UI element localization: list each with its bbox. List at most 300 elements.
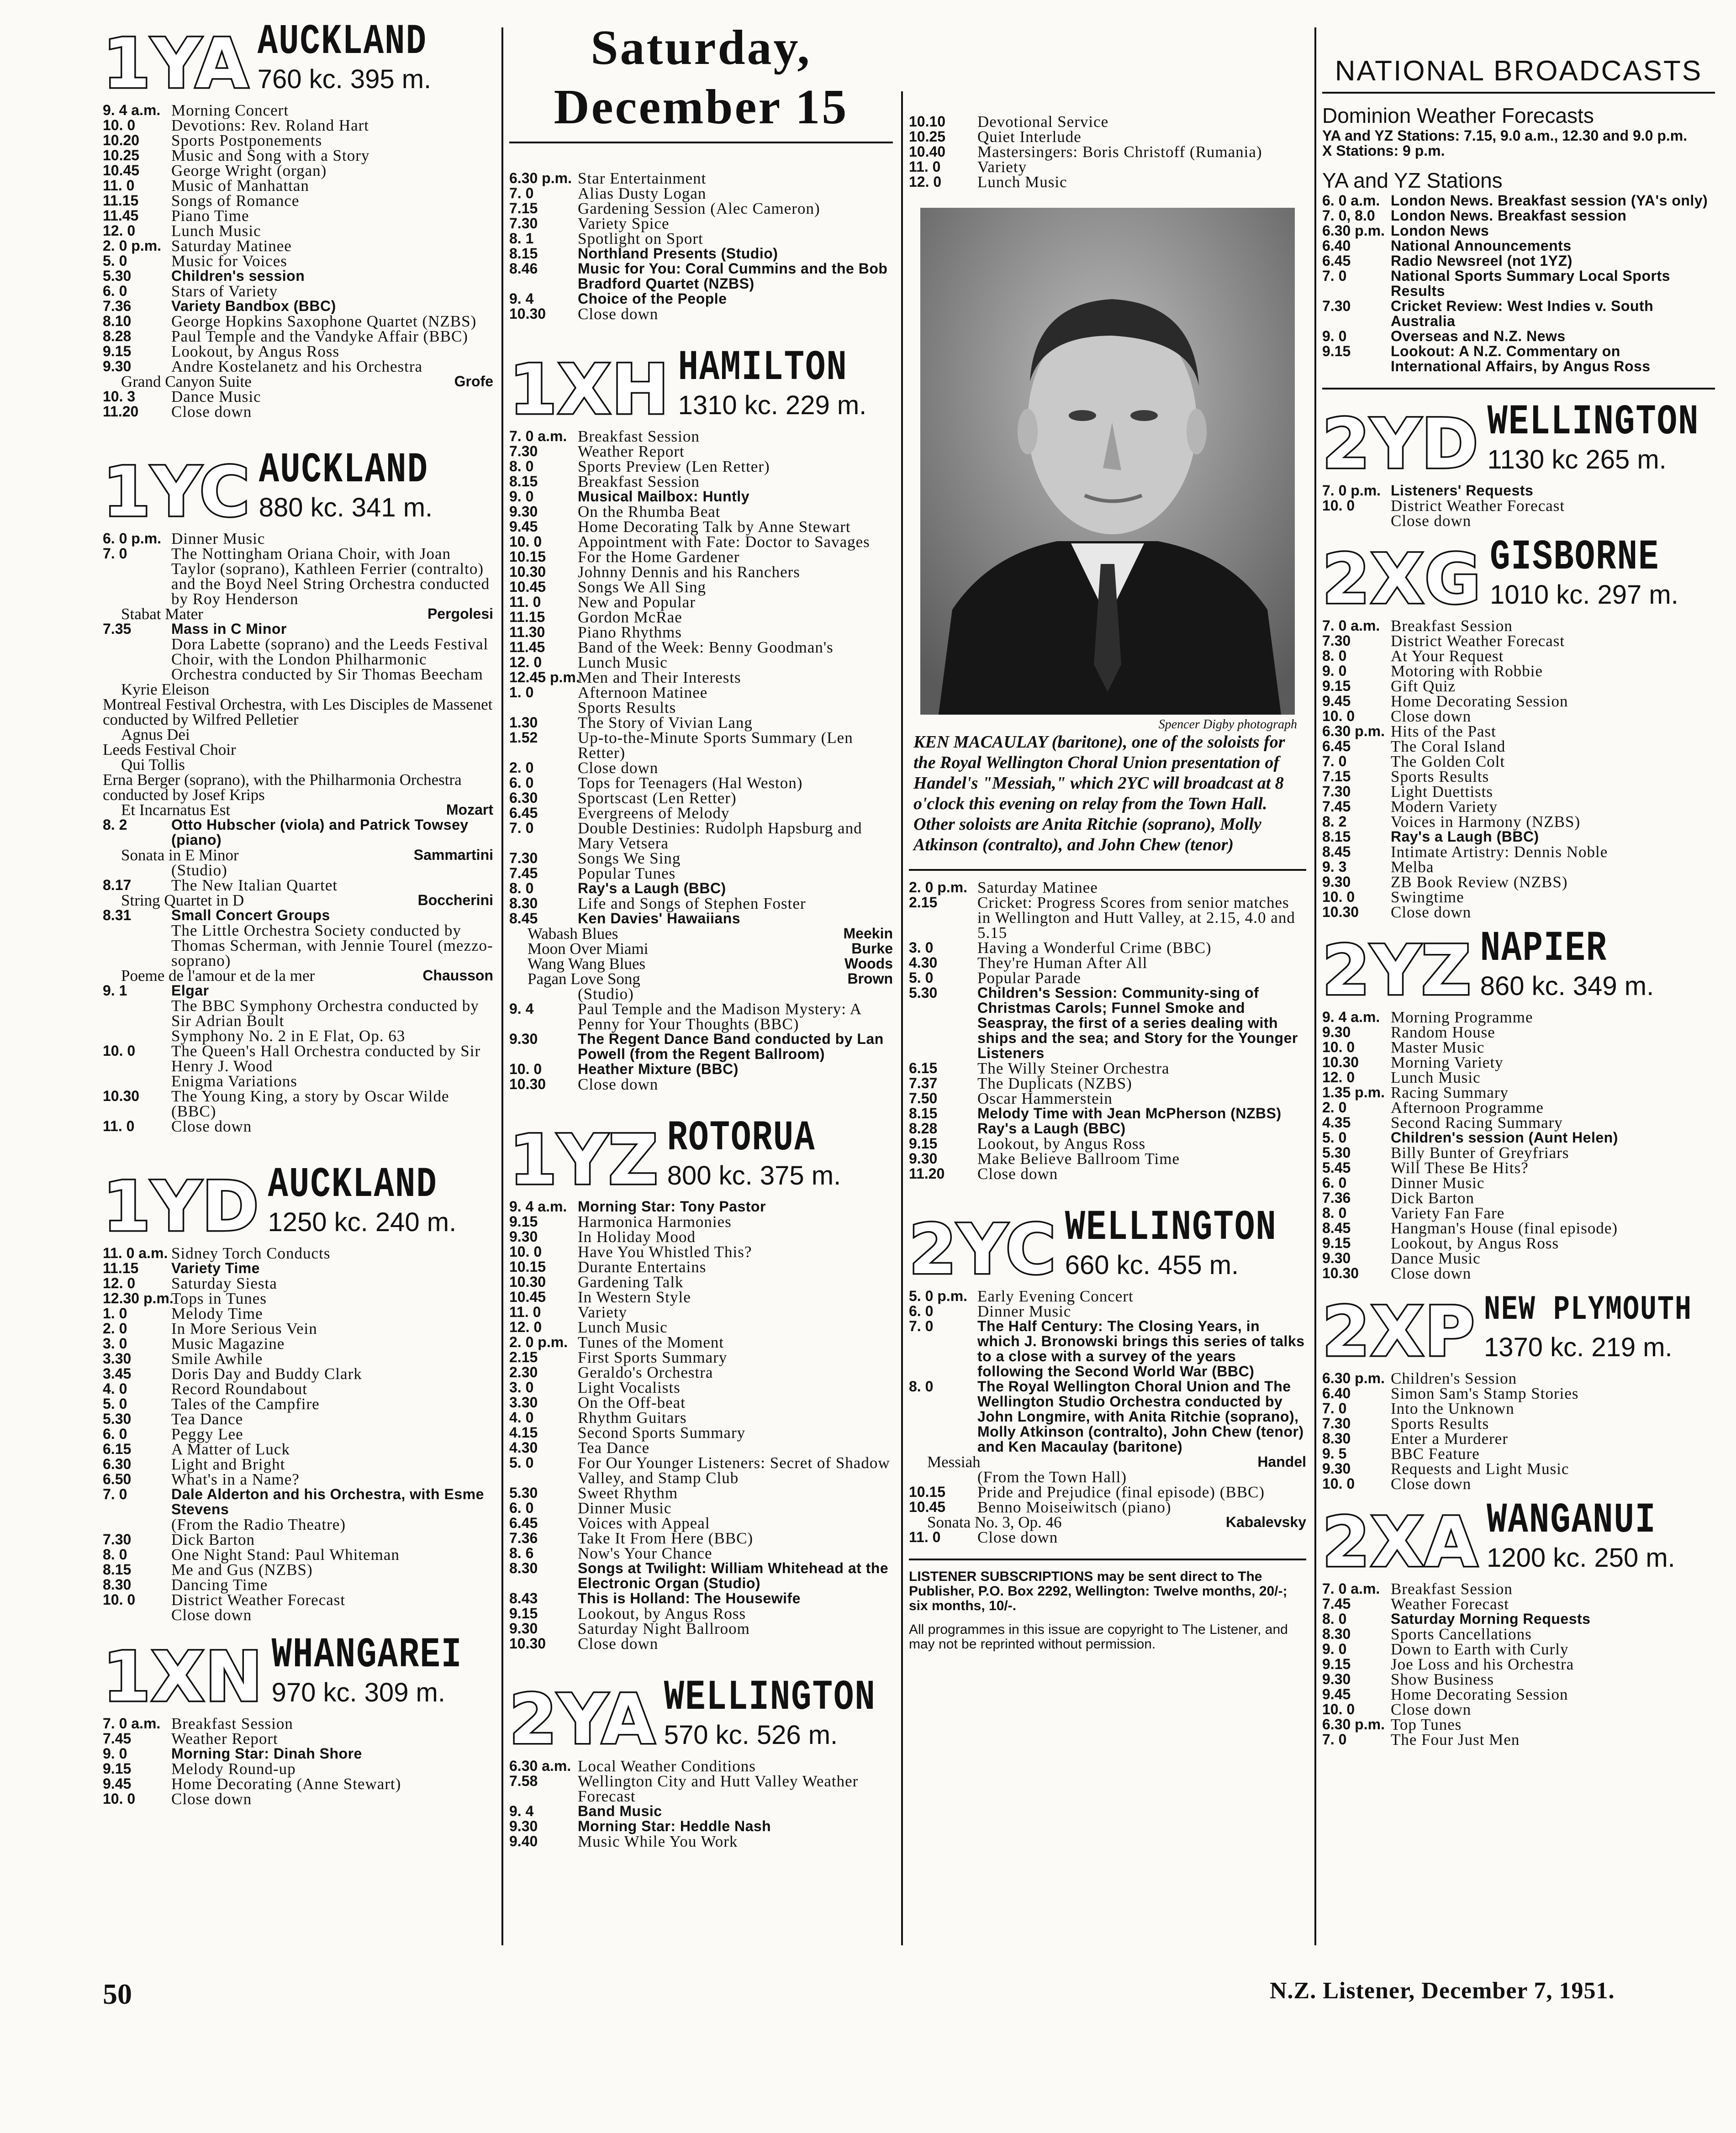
frequency: 800 kc. 375 m. <box>667 1161 841 1190</box>
programme-time: 2.15 <box>509 1349 538 1365</box>
programme-item <box>103 208 493 223</box>
programme-time: 8.45 <box>509 910 538 927</box>
programme-item <box>103 269 493 284</box>
programme-title: In More Serious Vein <box>171 1320 317 1338</box>
programme-time: 8.15 <box>509 245 538 262</box>
frequency: 1310 kc. 229 m. <box>678 390 867 420</box>
programme-time: 1.35 p.m. <box>1322 1084 1385 1101</box>
programme-title: Dale Alderton and his Orchestra, with Esme Stevens <box>171 1486 484 1517</box>
programme-item <box>1322 498 1715 513</box>
programme-item <box>509 625 893 640</box>
programme-item <box>103 637 493 682</box>
frequency: 1010 kc. 297 m. <box>1490 580 1678 610</box>
programme-time: 8. 1 <box>509 230 534 247</box>
programme-time: 7.30 <box>509 443 538 459</box>
programme-item <box>509 1440 893 1455</box>
programme-item <box>103 1381 493 1396</box>
programme-title: Close down <box>578 305 659 323</box>
programme-time: 10. 0 <box>509 533 542 550</box>
programme-item <box>509 1229 893 1244</box>
programme-item <box>103 531 493 546</box>
programme-title: Symphony No. 2 in E Flat, Op. 63 <box>171 1027 406 1045</box>
programme-time: 10. 0 <box>1322 1475 1355 1492</box>
programme-title: In Western Style <box>578 1288 691 1306</box>
programme-item <box>103 1791 493 1806</box>
programme-title: Breakfast Session <box>1391 617 1513 635</box>
programme-item <box>509 1350 893 1365</box>
programme-time: 10.40 <box>909 143 946 160</box>
programme-item <box>509 1001 893 1032</box>
programme-time: 7.30 <box>1322 632 1351 649</box>
programme-item <box>103 1607 493 1622</box>
programme-item <box>103 1276 493 1291</box>
programme-time: 12. 0 <box>103 1275 136 1291</box>
programme-item <box>509 1062 893 1077</box>
programme-title: Tea Dance <box>171 1410 243 1428</box>
frequency: 1130 kc 265 m. <box>1487 445 1667 474</box>
programme-item <box>1322 269 1715 299</box>
programme-title: Variety Spice <box>578 215 670 232</box>
programme-title: Take It From Here (BBC) <box>578 1529 754 1547</box>
programme-title: Gift Quiz <box>1391 677 1456 695</box>
programme-item <box>509 1320 893 1335</box>
programme-item <box>509 1425 893 1440</box>
programme-item <box>509 459 893 474</box>
programme-work-row <box>103 802 493 817</box>
programme-title: The Royal Wellington Choral Union and The Wellington Studio Orchestra conducted by John Longmire, with Anita Ritchie (soprano), Molly Atkinson (contralto), John Chew (tenor) and Ken Macaulay (baritone) <box>977 1378 1304 1455</box>
programme-time: 9.30 <box>1322 1024 1351 1040</box>
programme-time: 6.15 <box>103 1441 132 1457</box>
programme-item <box>509 1804 893 1819</box>
programme-work-row <box>909 1454 1306 1469</box>
station-1yz <box>509 1115 893 1651</box>
programme-time: 7.30 <box>103 1531 132 1548</box>
programme-item <box>1322 1627 1715 1642</box>
programme-title: The Half Century: The Closing Years, in which J. Bronowski brings this series of talks to a close with a survey of the years following the Second World War (BBC) <box>977 1318 1305 1380</box>
programme-time: 2.30 <box>509 1364 538 1380</box>
programme-title: Listeners' Requests <box>1391 482 1534 499</box>
programme-work <box>103 968 493 983</box>
programme-item <box>1322 1251 1715 1266</box>
programme-item <box>909 1319 1306 1379</box>
programme-time: 8. 2 <box>1322 813 1347 830</box>
programme-item <box>509 595 893 610</box>
programme-item <box>509 1275 893 1290</box>
programme-item <box>1322 618 1715 633</box>
programme-item <box>1322 829 1715 844</box>
programme-item <box>103 1261 493 1276</box>
programme-item <box>1322 1672 1715 1687</box>
programme-title: The Regent Dance Band conducted by Lan Powell (from the Regent Ballroom) <box>578 1031 884 1062</box>
programme-item <box>909 1106 1306 1121</box>
programme-title: Variety Bandbox (BBC) <box>171 298 336 314</box>
callsign: 2YA <box>509 1680 656 1759</box>
programme-item <box>909 985 1306 1061</box>
programme-time: 1.30 <box>509 714 538 731</box>
programme-item <box>1322 513 1715 528</box>
programme-time: 9.30 <box>1322 1460 1351 1477</box>
page-number: 50 <box>103 1978 132 2010</box>
programme-title: Double Destinies: Rudolph Hapsburg and Mary Vetsera <box>578 819 862 852</box>
programme-item <box>1322 208 1715 223</box>
weather-forecast-times: YA and YZ Stations: 7.15, 9.0 a.m., 12.30 and 9.0 p.m. <box>1322 127 1688 144</box>
programme-item <box>1322 1160 1715 1175</box>
composer: Pergolesi <box>427 606 493 622</box>
frequency: 1370 kc. 219 m. <box>1483 1332 1673 1362</box>
programme-item <box>509 186 893 201</box>
programme-list <box>509 986 893 1092</box>
programme-title: Benno Moiseiwitsch (piano) <box>977 1498 1171 1516</box>
programme-title: Melody Time with Jean McPherson (NZBS) <box>977 1105 1282 1122</box>
station-info <box>1487 1496 1675 1577</box>
programme-item <box>509 564 893 579</box>
station-2xg <box>1322 534 1715 920</box>
programme-time: 6.30 <box>103 1456 132 1472</box>
programme-item <box>1322 253 1715 269</box>
programme-time: 9.30 <box>509 1818 538 1834</box>
programme-item <box>1322 483 1715 498</box>
programme-item <box>103 1246 493 1261</box>
programme-time: 8.30 <box>1322 1626 1351 1642</box>
photo-caption: KEN MACAULAY (baritone), one of the soloists for the Royal Wellington Choral Union presentation of Handel's "Messiah," which 2YC will broadcast at 8 o'clock this evening on relay from the Town Hall. Other soloists are Anita Ritchie (soprano), Molly Atkinson (contralto), and John Chew (tenor) <box>913 732 1285 854</box>
programme-time: 12.45 p.m. <box>509 669 580 685</box>
programme-item <box>509 1621 893 1636</box>
programme-item <box>909 1469 1306 1485</box>
programme-title: (Studio) <box>578 985 634 1003</box>
city: AUCKLAND <box>257 18 427 66</box>
work-title: String Quartet in D <box>121 891 244 909</box>
programme-title: (Studio) <box>171 861 227 879</box>
column-2 <box>509 18 893 1854</box>
programme-item <box>103 863 493 878</box>
programme-time: 7. 0 <box>103 1486 127 1502</box>
programme-time: 10.30 <box>1322 1054 1359 1070</box>
programme-time: 11. 0 <box>909 158 941 175</box>
programme-list <box>909 114 1306 190</box>
programme-item <box>509 670 893 685</box>
composer: Mozart <box>446 801 493 818</box>
programme-title: Modern Variety <box>1391 798 1498 816</box>
programme-time: 9.30 <box>509 1620 538 1637</box>
programme-time: 8.46 <box>509 260 538 277</box>
programme-item <box>103 238 493 253</box>
programme-line: Erna Berger (soprano), with the Philharmonia Orchestra conducted by Josef Krips <box>103 771 462 804</box>
programme-time <box>103 1607 171 1622</box>
programme-time: 7.36 <box>103 298 132 314</box>
programme-item <box>509 1759 893 1774</box>
programme-title: Morning Concert <box>171 101 289 119</box>
programme-title: Light Vocalists <box>578 1379 681 1396</box>
programme-item <box>509 1214 893 1229</box>
programme-time: 10.30 <box>509 305 546 322</box>
programme-item <box>509 579 893 595</box>
programme-time: 10.30 <box>509 1076 546 1092</box>
programme-item <box>509 1305 893 1320</box>
programme-item <box>103 1321 493 1336</box>
programme-item <box>509 1032 893 1062</box>
column-rule <box>501 27 503 1945</box>
programme-item <box>509 246 893 261</box>
column-1 <box>103 18 493 1812</box>
programme-title: Sidney Torch Conducts <box>171 1244 331 1262</box>
programme-time: 2. 0 p.m. <box>103 237 162 254</box>
composer: Brown <box>847 970 893 987</box>
programme-title: The Four Just Men <box>1391 1731 1520 1749</box>
programme-title: Lunch Music <box>578 653 668 671</box>
programme-work <box>103 802 493 817</box>
programme-time: 10.25 <box>909 128 946 145</box>
programme-time: 2. 0 p.m. <box>509 1334 568 1350</box>
programme-item <box>509 429 893 444</box>
station-info <box>678 344 867 424</box>
programme-item <box>103 1306 493 1321</box>
programme-item <box>1322 1642 1715 1657</box>
programme-title: Small Concert Groups <box>171 907 330 923</box>
programme-time: 10. 0 <box>1322 889 1355 905</box>
composer: Chausson <box>422 967 493 984</box>
programme-time: 7.30 <box>1322 783 1351 800</box>
programme-time: 7.45 <box>1322 798 1351 815</box>
programme-time: 8.15 <box>103 1561 132 1578</box>
programme-title: Evergreens of Melody <box>578 804 730 822</box>
programme-list <box>103 621 493 682</box>
programme-item <box>1322 739 1715 754</box>
programme-item <box>103 253 493 269</box>
programme-item <box>103 103 493 118</box>
programme-time: 6.30 p.m. <box>1322 1716 1385 1733</box>
programme-time: 10. 0 <box>1322 1701 1355 1717</box>
programme-time: 6.40 <box>1322 237 1351 254</box>
station-header <box>509 1674 893 1759</box>
callsign: 2XA <box>1322 1503 1479 1582</box>
programme-time: 7.45 <box>1322 1596 1351 1612</box>
weather-forecasts-heading: Dominion Weather Forecasts <box>1322 104 1594 127</box>
programme-title: The Coral Island <box>1391 737 1506 755</box>
programme-title: Otto Hubscher (viola) and Patrick Towsey (piano) <box>171 816 469 848</box>
programme-title: Lunch Music <box>171 222 261 240</box>
station-1yd <box>103 1161 493 1622</box>
programme-item <box>509 685 893 700</box>
programme-title: Cricket Review: West Indies v. South Australia <box>1391 298 1654 329</box>
programme-title: Devotions: Rev. Roland Hart <box>171 116 369 134</box>
programme-time: 8. 0 <box>509 458 534 474</box>
programme-item <box>1322 238 1715 253</box>
programme-title: Popular Parade <box>977 969 1081 987</box>
programme-item <box>909 940 1306 955</box>
programme-time: 10.45 <box>909 1499 946 1515</box>
programme-time: 12. 0 <box>509 654 542 670</box>
composer: Burke <box>851 940 893 957</box>
programme-item <box>1322 709 1715 724</box>
programme-time: 3. 0 <box>909 939 934 956</box>
programme-title: Dinner Music <box>1391 1174 1485 1192</box>
programme-time: 9.45 <box>1322 1686 1351 1702</box>
programme-title: At Your Request <box>1391 647 1504 665</box>
programme-title: Paul Temple and the Vandyke Affair (BBC) <box>171 327 468 345</box>
programme-title: Sports Results <box>1391 1415 1489 1433</box>
programme-item <box>103 908 493 923</box>
programme-time: 12. 0 <box>103 222 136 239</box>
programme-time: 10. 0 <box>103 1791 136 1807</box>
photo-credit: Spencer Digby photograph <box>1158 717 1297 732</box>
programme-title: Close down <box>977 1528 1058 1546</box>
column-rule <box>901 91 903 1945</box>
programme-title: Close down <box>171 1790 252 1808</box>
station-header <box>1322 925 1715 1011</box>
programme-item <box>509 534 893 549</box>
station-header <box>103 446 493 532</box>
programme-time: 6. 0 a.m. <box>1322 192 1380 209</box>
programme-time: 10. 0 <box>103 117 136 133</box>
programme-title: Lunch Music <box>1391 1069 1481 1086</box>
programme-time: 5. 0 <box>509 1454 534 1471</box>
programme-item <box>1322 1070 1715 1085</box>
programme-time: 9.45 <box>103 1775 132 1792</box>
programme-list <box>103 817 493 848</box>
station-info <box>257 18 432 98</box>
programme-title: First Sports Summary <box>578 1348 728 1366</box>
programme-title: Close down <box>1391 707 1472 725</box>
programme-item <box>1322 1431 1715 1446</box>
programme-time: 9.40 <box>509 1833 538 1849</box>
programme-title: Rhythm Guitars <box>578 1409 687 1427</box>
programme-title: Music and Song with a Story <box>171 147 370 164</box>
programme-title: Light Duettists <box>1391 783 1493 801</box>
programme-time: 4.30 <box>509 1439 538 1456</box>
frequency: 880 kc. 341 m. <box>259 493 433 522</box>
programme-item <box>103 1089 493 1119</box>
programme-item <box>103 344 493 359</box>
programme-item <box>103 546 493 606</box>
programme-title: Saturday Night Ballroom <box>578 1620 750 1638</box>
callsign: 2YZ <box>1322 931 1472 1011</box>
programme-title: Enigma Variations <box>171 1072 297 1090</box>
programme-time: 9.30 <box>909 1150 938 1167</box>
frequency: 660 kc. 455 m. <box>1065 1250 1239 1280</box>
programme-title: Music While You Work <box>578 1833 738 1850</box>
programme-time <box>909 1469 977 1485</box>
city: WANGANUI <box>1487 1496 1657 1545</box>
programme-title: Dinner Music <box>977 1302 1071 1320</box>
programme-title: Appointment with Fate: Doctor to Savages <box>578 533 870 551</box>
programme-title: The Queen's Hall Orchestra conducted by Sir Henry J. Wood <box>171 1042 481 1075</box>
programme-item <box>509 231 893 246</box>
programme-item <box>509 504 893 519</box>
programme-time: 2. 0 <box>103 1320 127 1337</box>
programme-time: 7.30 <box>1322 298 1351 314</box>
composer: Kabalevsky <box>1225 1514 1306 1530</box>
programme-item <box>509 549 893 564</box>
programme-item <box>509 1244 893 1259</box>
programme-time: 3. 0 <box>509 1379 534 1396</box>
programme-title: Dinner Music <box>578 1499 672 1517</box>
programme-list <box>1322 483 1715 528</box>
programme-title: Morning Star: Dinah Shore <box>171 1745 362 1762</box>
programme-list <box>103 863 493 893</box>
programme-item <box>1322 648 1715 664</box>
programme-time: 10.15 <box>509 1259 546 1275</box>
station-header <box>103 18 493 104</box>
programme-item <box>103 1532 493 1547</box>
programme-time: 11.30 <box>509 624 545 640</box>
subscription-notice: LISTENER SUBSCRIPTIONS may be sent direct to The Publisher, P.O. Box 2292, Wellington: Twelve months, 20/-; six months, 10/-. <box>909 1569 1287 1613</box>
programme-item <box>1322 784 1715 799</box>
station-2ya <box>509 1674 893 1849</box>
station-2xa <box>1322 1497 1715 1747</box>
programme-title: The Story of Vivian Lang <box>578 714 753 732</box>
programme-title: Weather Report <box>171 1730 278 1748</box>
programme-item <box>1322 1416 1715 1431</box>
programme-title: Home Decorating Session <box>1391 692 1568 710</box>
programme-item <box>509 291 893 306</box>
programme-time: 10.30 <box>509 1635 546 1652</box>
programme-time: 9.30 <box>509 503 538 520</box>
programme-time: 9. 4 <box>509 1001 534 1017</box>
programme-time: 11. 0 <box>509 594 541 610</box>
programme-work <box>103 848 493 863</box>
programme-item <box>509 201 893 216</box>
programme-list <box>1322 193 1715 374</box>
programme-item <box>1322 799 1715 814</box>
programme-time: 1. 0 <box>103 1305 127 1322</box>
programme-time: 12.30 p.m. <box>103 1290 174 1306</box>
programme-title: Dora Labette (soprano) and the Leeds Festival Choir, with the London Philharmonic Orchestra conducted by Sir Thomas Beecham <box>171 635 489 683</box>
programme-title: Home Decorating Session <box>1391 1685 1568 1703</box>
station-info <box>1490 533 1678 614</box>
programme-title: District Weather Forecast <box>1391 497 1565 515</box>
programme-time: 6.40 <box>1322 1385 1351 1401</box>
programme-time: 6.50 <box>103 1471 132 1487</box>
programme-title: Doris Day and Buddy Clark <box>171 1365 362 1383</box>
programme-work-row <box>103 848 493 863</box>
programme-time: 9. 1 <box>103 982 127 999</box>
programme-item <box>909 1166 1306 1181</box>
programme-list <box>509 1199 893 1651</box>
composer: Grofe <box>454 373 493 390</box>
programme-title: Breakfast Session <box>1391 1580 1513 1598</box>
programme-time: 9.15 <box>509 1605 538 1622</box>
programme-title: Tea Dance <box>578 1439 650 1457</box>
programme-title: Overseas and N.Z. News <box>1391 328 1566 344</box>
programme-title: Saturday Morning Requests <box>1391 1611 1591 1627</box>
programme-item <box>509 171 893 186</box>
programme-title: The Nottingham Oriana Choir, with Joan Taylor (soprano), Kathleen Ferrier (contralto) and the Boyd Neel String Orchestra conducted by Roy Henderson <box>171 545 490 608</box>
callsign: 1YZ <box>509 1121 659 1200</box>
programme-title: Radio Newsreel (not 1YZ) <box>1391 253 1572 269</box>
programme-title: Home Decorating Talk by Anne Stewart <box>578 518 851 536</box>
station-header <box>509 1114 893 1200</box>
programme-time: 10.45 <box>509 1289 546 1305</box>
frequency: 860 kc. 349 m. <box>1480 971 1654 1001</box>
programme-item <box>1322 1040 1715 1055</box>
programme-work-row <box>509 941 893 956</box>
programme-title: The Golden Colt <box>1391 753 1505 770</box>
programme-title: New and Popular <box>578 593 696 611</box>
programme-time: 6.30 p.m. <box>1322 1370 1385 1386</box>
programme-item <box>509 1380 893 1395</box>
programme-item <box>1322 1371 1715 1386</box>
programme-title: A Matter of Luck <box>171 1440 290 1458</box>
programme-title: London News. Breakfast session <box>1391 207 1627 224</box>
programme-title: Quiet Interlude <box>977 128 1082 146</box>
programme-item <box>909 1500 1306 1515</box>
programme-time: 6. 0 <box>103 1426 127 1442</box>
programme-title: Early Evening Concert <box>977 1287 1134 1305</box>
programme-line: Leeds Festival Choir <box>103 741 236 758</box>
programme-time: 10.45 <box>509 579 546 595</box>
programme-time: 9. 4 a.m. <box>1322 1009 1380 1025</box>
programme-title: Enter a Murderer <box>1391 1430 1508 1448</box>
